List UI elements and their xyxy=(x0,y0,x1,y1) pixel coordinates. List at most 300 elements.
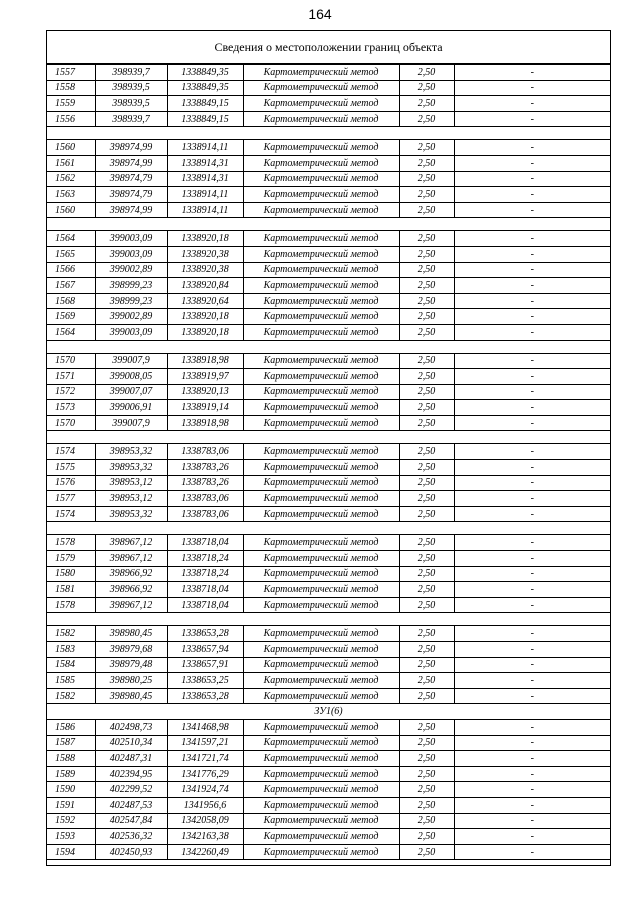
coordinate-x: 398974,79 xyxy=(95,187,167,203)
note-value: - xyxy=(454,309,610,325)
coordinate-x: 398939,7 xyxy=(95,111,167,127)
note-value: - xyxy=(454,719,610,735)
point-number: 1588 xyxy=(47,751,95,767)
point-number: 1560 xyxy=(47,202,95,218)
coordinate-y: 1338718,04 xyxy=(167,597,243,613)
table-row xyxy=(47,551,610,567)
accuracy-value: 2,50 xyxy=(399,171,454,187)
table-row xyxy=(47,65,610,81)
accuracy-value: 2,50 xyxy=(399,597,454,613)
section-separator xyxy=(47,127,610,140)
coordinate-y: 1338718,24 xyxy=(167,551,243,567)
coordinate-y: 1342058,09 xyxy=(167,813,243,829)
accuracy-value: 2,50 xyxy=(399,400,454,416)
table-row xyxy=(47,353,610,369)
determination-method: Картометрический метод xyxy=(243,782,399,798)
coordinate-x: 398974,99 xyxy=(95,202,167,218)
coordinate-x: 398979,48 xyxy=(95,657,167,673)
point-number: 1580 xyxy=(47,566,95,582)
coordinate-x: 398974,99 xyxy=(95,140,167,156)
coordinate-y: 1338718,04 xyxy=(167,535,243,551)
determination-method: Картометрический метод xyxy=(243,65,399,81)
table-row xyxy=(47,688,610,704)
separator-cell xyxy=(47,218,610,231)
coordinate-y: 1338783,06 xyxy=(167,444,243,460)
table-row xyxy=(47,735,610,751)
coordinate-y: 1338783,26 xyxy=(167,460,243,476)
accuracy-value: 2,50 xyxy=(399,293,454,309)
accuracy-value: 2,50 xyxy=(399,65,454,81)
accuracy-value: 2,50 xyxy=(399,384,454,400)
point-number: 1582 xyxy=(47,688,95,704)
point-number: 1571 xyxy=(47,369,95,385)
point-number: 1590 xyxy=(47,782,95,798)
coordinate-x: 398953,12 xyxy=(95,475,167,491)
coordinate-y: 1338918,98 xyxy=(167,353,243,369)
determination-method: Картометрический метод xyxy=(243,797,399,813)
determination-method: Картометрический метод xyxy=(243,813,399,829)
note-value: - xyxy=(454,491,610,507)
table-row xyxy=(47,626,610,642)
point-number: 1591 xyxy=(47,797,95,813)
coordinate-y: 1338849,35 xyxy=(167,65,243,81)
determination-method: Картометрический метод xyxy=(243,202,399,218)
coordinate-y: 1342163,38 xyxy=(167,829,243,845)
accuracy-value: 2,50 xyxy=(399,535,454,551)
table-row xyxy=(47,813,610,829)
table-row xyxy=(47,719,610,735)
table-row xyxy=(47,155,610,171)
coordinate-x: 398967,12 xyxy=(95,535,167,551)
note-value: - xyxy=(454,735,610,751)
note-value: - xyxy=(454,673,610,689)
coordinate-x: 402487,31 xyxy=(95,751,167,767)
point-number: 1557 xyxy=(47,65,95,81)
coordinate-x: 398980,25 xyxy=(95,673,167,689)
note-value: - xyxy=(454,202,610,218)
table-row xyxy=(47,415,610,431)
coordinate-x: 398939,7 xyxy=(95,65,167,81)
table-row xyxy=(47,80,610,96)
accuracy-value: 2,50 xyxy=(399,688,454,704)
coordinate-x: 398967,12 xyxy=(95,597,167,613)
note-value: - xyxy=(454,231,610,247)
accuracy-value: 2,50 xyxy=(399,551,454,567)
coordinate-y: 1338653,28 xyxy=(167,688,243,704)
coordinate-x: 402487,53 xyxy=(95,797,167,813)
coordinate-y: 1338657,94 xyxy=(167,642,243,658)
determination-method: Картометрический метод xyxy=(243,829,399,845)
accuracy-value: 2,50 xyxy=(399,140,454,156)
point-number: 1592 xyxy=(47,813,95,829)
point-number: 1577 xyxy=(47,491,95,507)
determination-method: Картометрический метод xyxy=(243,642,399,658)
accuracy-value: 2,50 xyxy=(399,719,454,735)
point-number: 1586 xyxy=(47,719,95,735)
determination-method: Картометрический метод xyxy=(243,111,399,127)
point-number: 1558 xyxy=(47,80,95,96)
section-separator xyxy=(47,431,610,444)
table-row xyxy=(47,111,610,127)
accuracy-value: 2,50 xyxy=(399,353,454,369)
coordinate-x: 398967,12 xyxy=(95,551,167,567)
note-value: - xyxy=(454,384,610,400)
determination-method: Картометрический метод xyxy=(243,171,399,187)
determination-method: Картометрический метод xyxy=(243,140,399,156)
coordinate-x: 399007,07 xyxy=(95,384,167,400)
coordinate-x: 398953,12 xyxy=(95,491,167,507)
coordinate-y: 1338783,06 xyxy=(167,506,243,522)
coordinate-y: 1341597,21 xyxy=(167,735,243,751)
point-number: 1584 xyxy=(47,657,95,673)
table-row xyxy=(47,444,610,460)
note-value: - xyxy=(454,642,610,658)
coordinate-x: 399002,89 xyxy=(95,309,167,325)
note-value: - xyxy=(454,444,610,460)
coordinate-y: 1338920,84 xyxy=(167,278,243,294)
coordinate-x: 402547,84 xyxy=(95,813,167,829)
coordinate-y: 1338718,24 xyxy=(167,566,243,582)
accuracy-value: 2,50 xyxy=(399,751,454,767)
determination-method: Картометрический метод xyxy=(243,551,399,567)
note-value: - xyxy=(454,171,610,187)
coordinate-x: 402510,34 xyxy=(95,735,167,751)
point-number: 1578 xyxy=(47,535,95,551)
coordinate-y: 1338919,14 xyxy=(167,400,243,416)
table-row xyxy=(47,293,610,309)
coordinate-y: 1338920,64 xyxy=(167,293,243,309)
accuracy-value: 2,50 xyxy=(399,506,454,522)
accuracy-value: 2,50 xyxy=(399,782,454,798)
note-value: - xyxy=(454,278,610,294)
coordinate-y: 1338920,38 xyxy=(167,262,243,278)
coordinate-y: 1341776,29 xyxy=(167,766,243,782)
table-row xyxy=(47,829,610,845)
determination-method: Картометрический метод xyxy=(243,369,399,385)
table-row xyxy=(47,246,610,262)
coordinate-y: 1338657,91 xyxy=(167,657,243,673)
table-row xyxy=(47,657,610,673)
table-row xyxy=(47,202,610,218)
note-value: - xyxy=(454,369,610,385)
determination-method: Картометрический метод xyxy=(243,475,399,491)
coordinate-x: 398974,99 xyxy=(95,155,167,171)
separator-cell xyxy=(47,431,610,444)
table-row xyxy=(47,309,610,325)
determination-method: Картометрический метод xyxy=(243,597,399,613)
point-number: 1559 xyxy=(47,96,95,112)
table-row xyxy=(47,278,610,294)
coordinate-x: 402498,73 xyxy=(95,719,167,735)
coordinate-y: 1338914,31 xyxy=(167,155,243,171)
note-value: - xyxy=(454,829,610,845)
accuracy-value: 2,50 xyxy=(399,813,454,829)
point-number: 1567 xyxy=(47,278,95,294)
table-row xyxy=(47,475,610,491)
note-value: - xyxy=(454,246,610,262)
table-row xyxy=(47,324,610,340)
note-value: - xyxy=(454,187,610,203)
table-row xyxy=(47,673,610,689)
table-row xyxy=(47,369,610,385)
note-value: - xyxy=(454,475,610,491)
accuracy-value: 2,50 xyxy=(399,278,454,294)
coordinate-x: 399003,09 xyxy=(95,246,167,262)
coordinate-x: 399003,09 xyxy=(95,324,167,340)
determination-method: Картометрический метод xyxy=(243,278,399,294)
note-value: - xyxy=(454,766,610,782)
section-separator xyxy=(47,218,610,231)
accuracy-value: 2,50 xyxy=(399,246,454,262)
note-value: - xyxy=(454,582,610,598)
accuracy-value: 2,50 xyxy=(399,111,454,127)
determination-method: Картометрический метод xyxy=(243,80,399,96)
coordinate-x: 398953,32 xyxy=(95,444,167,460)
accuracy-value: 2,50 xyxy=(399,415,454,431)
determination-method: Картометрический метод xyxy=(243,231,399,247)
separator-cell xyxy=(47,340,610,353)
coordinate-x: 402394,95 xyxy=(95,766,167,782)
coordinate-x: 398999,23 xyxy=(95,293,167,309)
coordinates-table-body xyxy=(47,65,610,860)
note-value: - xyxy=(454,506,610,522)
point-number: 1573 xyxy=(47,400,95,416)
determination-method: Картометрический метод xyxy=(243,491,399,507)
coordinate-y: 1338653,25 xyxy=(167,673,243,689)
table-row xyxy=(47,491,610,507)
table-caption: Сведения о местоположении границ объекта xyxy=(47,31,610,64)
coordinate-x: 399006,91 xyxy=(95,400,167,416)
determination-method: Картометрический метод xyxy=(243,246,399,262)
coordinate-x: 398953,32 xyxy=(95,460,167,476)
coordinate-x: 398980,45 xyxy=(95,626,167,642)
coordinate-x: 399007,9 xyxy=(95,353,167,369)
determination-method: Картометрический метод xyxy=(243,384,399,400)
point-number: 1556 xyxy=(47,111,95,127)
table-row xyxy=(47,844,610,860)
table-row xyxy=(47,797,610,813)
coordinate-x: 399007,9 xyxy=(95,415,167,431)
accuracy-value: 2,50 xyxy=(399,369,454,385)
table-row xyxy=(47,782,610,798)
table-row xyxy=(47,566,610,582)
accuracy-value: 2,50 xyxy=(399,309,454,325)
point-number: 1581 xyxy=(47,582,95,598)
separator-cell xyxy=(47,522,610,535)
note-value: - xyxy=(454,688,610,704)
point-number: 1569 xyxy=(47,309,95,325)
note-value: - xyxy=(454,844,610,860)
section-subtitle: ЗУ1(6) xyxy=(47,704,610,720)
point-number: 1582 xyxy=(47,626,95,642)
point-number: 1594 xyxy=(47,844,95,860)
note-value: - xyxy=(454,813,610,829)
point-number: 1570 xyxy=(47,415,95,431)
note-value: - xyxy=(454,400,610,416)
coordinate-y: 1338914,11 xyxy=(167,140,243,156)
determination-method: Картометрический метод xyxy=(243,566,399,582)
coordinate-x: 399002,89 xyxy=(95,262,167,278)
point-number: 1587 xyxy=(47,735,95,751)
determination-method: Картометрический метод xyxy=(243,751,399,767)
note-value: - xyxy=(454,657,610,673)
coordinate-y: 1341956,6 xyxy=(167,797,243,813)
point-number: 1566 xyxy=(47,262,95,278)
point-number: 1575 xyxy=(47,460,95,476)
table-row xyxy=(47,535,610,551)
coordinates-table xyxy=(47,64,610,860)
determination-method: Картометрический метод xyxy=(243,657,399,673)
accuracy-value: 2,50 xyxy=(399,829,454,845)
point-number: 1565 xyxy=(47,246,95,262)
note-value: - xyxy=(454,353,610,369)
coordinate-y: 1338718,04 xyxy=(167,582,243,598)
accuracy-value: 2,50 xyxy=(399,202,454,218)
accuracy-value: 2,50 xyxy=(399,444,454,460)
table-row xyxy=(47,140,610,156)
accuracy-value: 2,50 xyxy=(399,642,454,658)
accuracy-value: 2,50 xyxy=(399,96,454,112)
section-subtitle-row xyxy=(47,704,610,720)
coordinate-y: 1338920,13 xyxy=(167,384,243,400)
accuracy-value: 2,50 xyxy=(399,735,454,751)
coordinate-x: 398953,32 xyxy=(95,506,167,522)
point-number: 1560 xyxy=(47,140,95,156)
coordinate-y: 1338914,31 xyxy=(167,171,243,187)
coordinate-y: 1338849,35 xyxy=(167,80,243,96)
coordinate-x: 399008,05 xyxy=(95,369,167,385)
point-number: 1576 xyxy=(47,475,95,491)
table-row xyxy=(47,171,610,187)
point-number: 1583 xyxy=(47,642,95,658)
table-row xyxy=(47,506,610,522)
point-number: 1568 xyxy=(47,293,95,309)
accuracy-value: 2,50 xyxy=(399,626,454,642)
table-row xyxy=(47,597,610,613)
accuracy-value: 2,50 xyxy=(399,460,454,476)
table-row xyxy=(47,751,610,767)
determination-method: Картометрический метод xyxy=(243,844,399,860)
coordinate-y: 1338918,98 xyxy=(167,415,243,431)
section-separator xyxy=(47,613,610,626)
section-separator xyxy=(47,340,610,353)
table-row xyxy=(47,262,610,278)
section-separator xyxy=(47,522,610,535)
note-value: - xyxy=(454,96,610,112)
accuracy-value: 2,50 xyxy=(399,187,454,203)
coordinate-x: 398979,68 xyxy=(95,642,167,658)
coordinates-sheet xyxy=(46,30,611,866)
point-number: 1585 xyxy=(47,673,95,689)
point-number: 1593 xyxy=(47,829,95,845)
determination-method: Картометрический метод xyxy=(243,415,399,431)
coordinate-y: 1341924,74 xyxy=(167,782,243,798)
coordinate-y: 1338783,06 xyxy=(167,491,243,507)
accuracy-value: 2,50 xyxy=(399,673,454,689)
accuracy-value: 2,50 xyxy=(399,475,454,491)
accuracy-value: 2,50 xyxy=(399,155,454,171)
coordinate-y: 1342260,49 xyxy=(167,844,243,860)
table-row xyxy=(47,400,610,416)
separator-cell xyxy=(47,613,610,626)
note-value: - xyxy=(454,566,610,582)
point-number: 1564 xyxy=(47,231,95,247)
accuracy-value: 2,50 xyxy=(399,324,454,340)
note-value: - xyxy=(454,797,610,813)
note-value: - xyxy=(454,293,610,309)
determination-method: Картометрический метод xyxy=(243,460,399,476)
determination-method: Картометрический метод xyxy=(243,293,399,309)
coordinate-x: 399003,09 xyxy=(95,231,167,247)
point-number: 1579 xyxy=(47,551,95,567)
note-value: - xyxy=(454,782,610,798)
note-value: - xyxy=(454,140,610,156)
determination-method: Картометрический метод xyxy=(243,673,399,689)
determination-method: Картометрический метод xyxy=(243,766,399,782)
coordinate-y: 1338783,26 xyxy=(167,475,243,491)
accuracy-value: 2,50 xyxy=(399,582,454,598)
determination-method: Картометрический метод xyxy=(243,187,399,203)
point-number: 1578 xyxy=(47,597,95,613)
coordinate-x: 402536,32 xyxy=(95,829,167,845)
note-value: - xyxy=(454,111,610,127)
coordinate-y: 1338920,38 xyxy=(167,246,243,262)
coordinate-y: 1338920,18 xyxy=(167,309,243,325)
determination-method: Картометрический метод xyxy=(243,582,399,598)
point-number: 1561 xyxy=(47,155,95,171)
note-value: - xyxy=(454,324,610,340)
note-value: - xyxy=(454,535,610,551)
point-number: 1562 xyxy=(47,171,95,187)
coordinate-y: 1341468,98 xyxy=(167,719,243,735)
coordinate-y: 1338653,28 xyxy=(167,626,243,642)
accuracy-value: 2,50 xyxy=(399,766,454,782)
accuracy-value: 2,50 xyxy=(399,844,454,860)
separator-cell xyxy=(47,127,610,140)
table-row xyxy=(47,766,610,782)
determination-method: Картометрический метод xyxy=(243,735,399,751)
point-number: 1574 xyxy=(47,444,95,460)
point-number: 1572 xyxy=(47,384,95,400)
point-number: 1563 xyxy=(47,187,95,203)
note-value: - xyxy=(454,262,610,278)
table-row xyxy=(47,96,610,112)
coordinate-x: 398966,92 xyxy=(95,566,167,582)
coordinate-y: 1338849,15 xyxy=(167,111,243,127)
coordinate-y: 1338914,11 xyxy=(167,202,243,218)
accuracy-value: 2,50 xyxy=(399,566,454,582)
determination-method: Картометрический метод xyxy=(243,262,399,278)
accuracy-value: 2,50 xyxy=(399,797,454,813)
note-value: - xyxy=(454,80,610,96)
coordinate-x: 398966,92 xyxy=(95,582,167,598)
table-row xyxy=(47,642,610,658)
note-value: - xyxy=(454,626,610,642)
determination-method: Картометрический метод xyxy=(243,353,399,369)
coordinate-y: 1338914,11 xyxy=(167,187,243,203)
accuracy-value: 2,50 xyxy=(399,262,454,278)
note-value: - xyxy=(454,415,610,431)
table-row xyxy=(47,187,610,203)
note-value: - xyxy=(454,460,610,476)
coordinate-x: 402450,93 xyxy=(95,844,167,860)
determination-method: Картометрический метод xyxy=(243,444,399,460)
accuracy-value: 2,50 xyxy=(399,657,454,673)
note-value: - xyxy=(454,65,610,81)
accuracy-value: 2,50 xyxy=(399,80,454,96)
point-number: 1570 xyxy=(47,353,95,369)
note-value: - xyxy=(454,155,610,171)
